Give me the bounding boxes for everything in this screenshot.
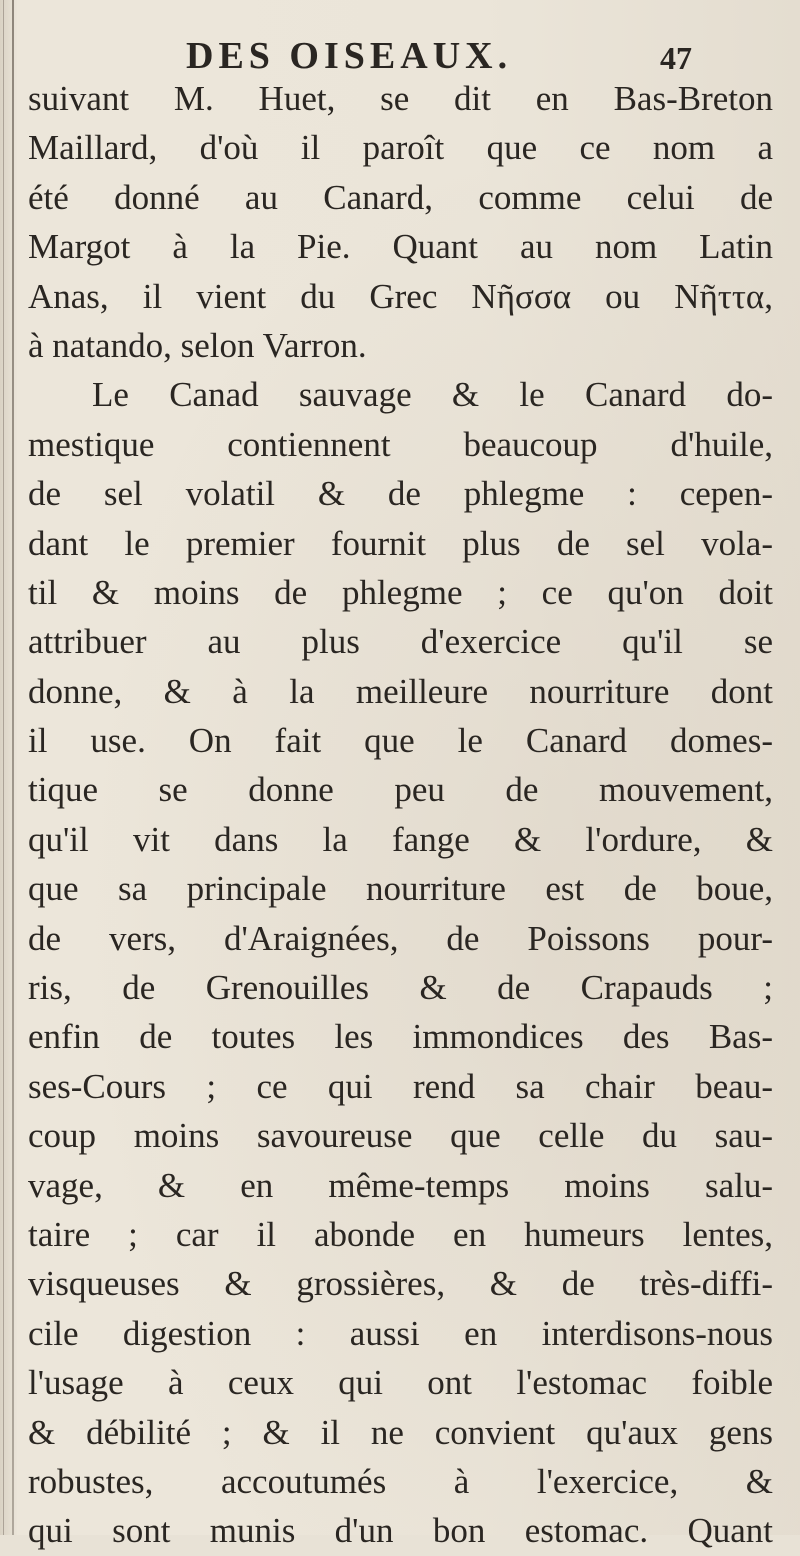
text-line: Le Canad sauvage & le Canard do- [92,375,773,415]
page-header [0,30,800,80]
text-line: visqueuses & grossières, & de très-diffi- [28,1264,773,1304]
text-line: donne, & à la meilleure nourriture dont [28,671,773,711]
text-line: vage, & en même-temps moins salu- [28,1165,773,1205]
text-line: enfin de toutes les immondices des Bas- [28,1017,773,1057]
text-line: l'usage à ceux qui ont l'estomac foible [28,1363,773,1403]
body-text [28,74,773,1556]
text-line: de vers, d'Araignées, de Poissons pour- [28,918,773,958]
text-line: ses-Cours ; ce qui rend sa chair beau- [28,1066,773,1106]
text-line: de sel volatil & de phlegme : cepen- [28,474,773,514]
text-line: dant le premier fournit plus de sel vola- [28,523,773,563]
text-line: ris, de Grenouilles & de Crapauds ; [28,968,773,1008]
text-line: til & moins de phlegme ; ce qu'on doit [28,572,773,612]
text-line: mestique contiennent beaucoup d'huile, [28,424,773,464]
gutter-line [12,0,14,1535]
text-line: tique se donne peu de mouvement, [28,770,773,810]
text-line: attribuer au plus d'exercice qu'il se [28,622,773,662]
text-line: qu'il vit dans la fange & l'ordure, & [28,819,773,859]
text-line: qui sont munis d'un bon estomac. Quant [28,1511,773,1551]
text-line: été donné au Canard, comme celui de [28,177,773,217]
text-line: que sa principale nourriture est de boue, [28,869,773,909]
text-line: cile digestion : aussi en interdisons-nous [28,1313,773,1353]
text-line: robustes, accoutumés à l'exercice, & [28,1461,773,1501]
text-line: & débilité ; & il ne convient qu'aux gens [28,1412,773,1452]
text-line: taire ; car il abonde en humeurs lentes, [28,1214,773,1254]
text-line: Maillard, d'où il paroît que ce nom a [28,128,773,168]
text-line: coup moins savoureuse que celle du sau- [28,1116,773,1156]
text-line: Margot à la Pie. Quant au nom Latin [28,227,773,267]
text-line: suivant M. Huet, se dit en Bas-Breton [28,79,773,118]
text-line: à natando, selon Varron. [28,325,367,365]
running-title: DES OISEAUX. [186,35,513,77]
page-number: 47 [660,40,692,76]
page-edge-line [3,0,4,1535]
text-line: Anas, il vient du Grec Νῆσσα ou Νῆττα, [28,276,773,316]
text-line: il use. On fait que le Canard domes- [28,721,773,761]
